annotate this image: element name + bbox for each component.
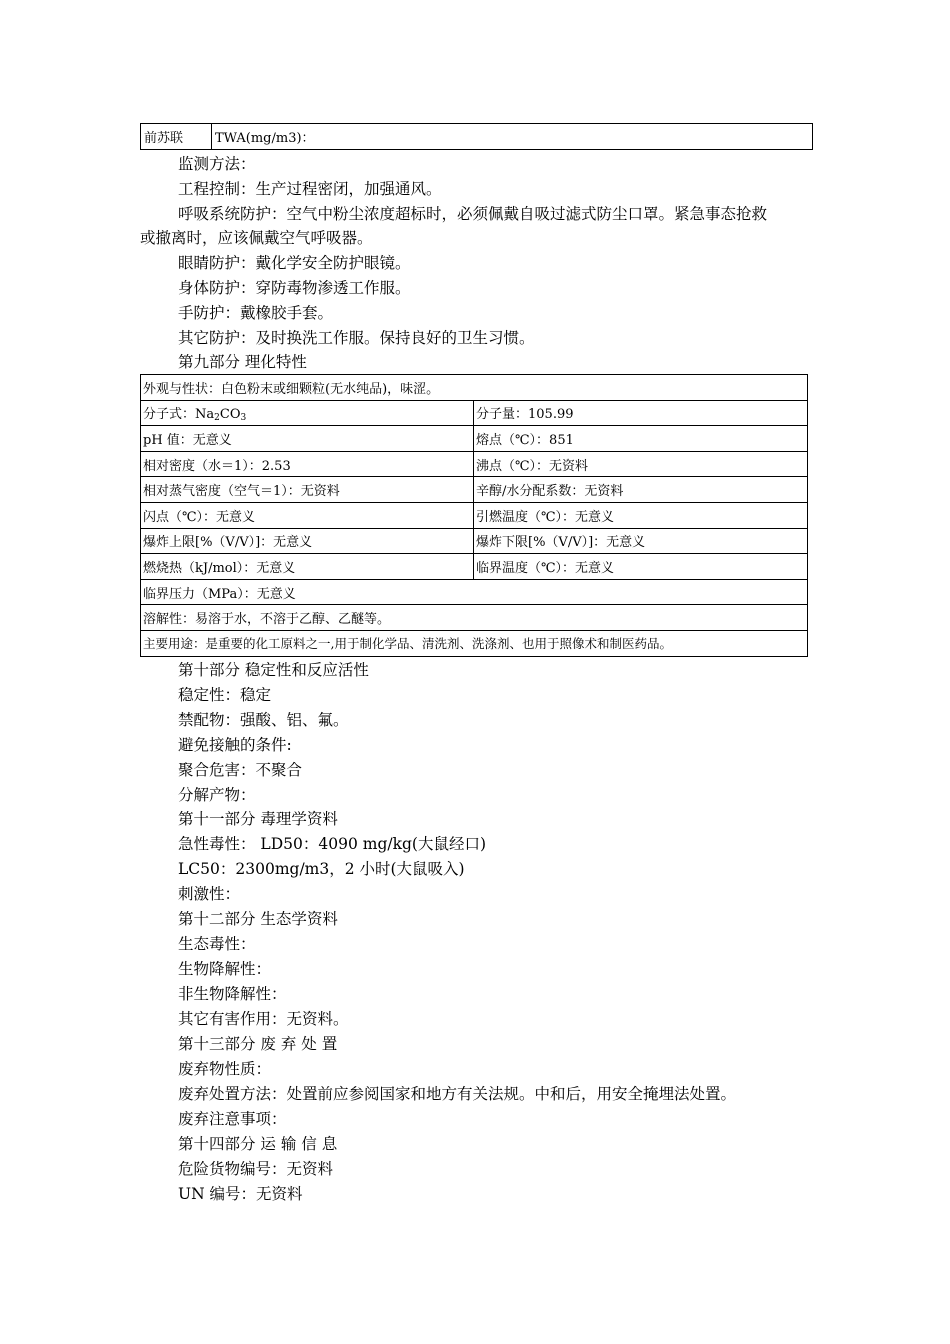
vapor-cell: 相对蒸气密度（空气＝1）：无资料 bbox=[141, 477, 474, 503]
table-row bbox=[141, 124, 813, 150]
table-row bbox=[141, 375, 808, 401]
table-row bbox=[141, 502, 808, 528]
un-number: UN 编号：无资料 bbox=[178, 1185, 303, 1203]
formula-sub: 3 bbox=[240, 412, 247, 423]
formula-cell bbox=[141, 400, 474, 426]
exposure-limit-table bbox=[140, 123, 813, 150]
non-biodegradability: 非生物降解性： bbox=[178, 985, 287, 1003]
heat-cell: 燃烧热（kJ/mol）：无意义 bbox=[141, 554, 474, 580]
table-cell: TWA(mg/m3)： bbox=[212, 124, 813, 150]
mw-cell: 分子量：105.99 bbox=[474, 400, 808, 426]
section14-title: 第十四部分 运 输 信 息 bbox=[178, 1135, 338, 1153]
formula-sub: 2 bbox=[214, 412, 220, 423]
table-row bbox=[141, 605, 808, 631]
properties-table bbox=[140, 374, 808, 657]
upper-limit-cell: 爆炸上限[%（V/V）]：无意义 bbox=[141, 528, 474, 554]
other-effects: 其它有害作用：无资料。 bbox=[178, 1010, 349, 1028]
table-row bbox=[141, 528, 808, 554]
table-row bbox=[141, 630, 808, 656]
crit-press-cell: 临界压力（MPa）：无意义 bbox=[141, 579, 808, 605]
monitor-method: 监测方法： bbox=[178, 155, 256, 173]
respiratory-protection-cont: 或撤离时，应该佩戴空气呼吸器。 bbox=[140, 229, 373, 247]
biodegradability: 生物降解性： bbox=[178, 960, 272, 978]
waste-nature: 废弃物性质： bbox=[178, 1060, 272, 1078]
solubility-cell: 溶解性：易溶于水，不溶于乙醇、乙醚等。 bbox=[141, 605, 808, 631]
acute-toxicity: 急性毒性： LD50：4090 mg/kg(大鼠经口) bbox=[178, 835, 486, 853]
lc50: LC50：2300mg/m3，2 小时(大鼠吸入) bbox=[178, 860, 465, 878]
stability: 稳定性：稳定 bbox=[178, 686, 272, 704]
ecotoxicity: 生态毒性： bbox=[178, 935, 256, 953]
flash-cell: 闪点（℃）：无意义 bbox=[141, 502, 474, 528]
incompatible: 禁配物：强酸、铝、氟。 bbox=[178, 711, 349, 729]
table-row bbox=[141, 579, 808, 605]
section12-title: 第十二部分 生态学资料 bbox=[178, 910, 338, 928]
table-row bbox=[141, 400, 808, 426]
hand-protection: 手防护：戴橡胶手套。 bbox=[178, 304, 334, 322]
uses-cell: 主要用途：是重要的化工原料之一,用于制化学品、清洗剂、洗涤剂、也用于照像术和制医药品。 bbox=[141, 630, 808, 656]
section9-title: 第九部分 理化特性 bbox=[178, 353, 307, 371]
disposal-method: 废弃处置方法：处置前应参阅国家和地方有关法规。中和后，用安全掩埋法处置。 bbox=[178, 1085, 737, 1103]
crit-temp-cell: 临界温度（℃）：无意义 bbox=[474, 554, 808, 580]
ph-cell: pH 值：无意义 bbox=[141, 426, 474, 452]
avoid-conditions: 避免接触的条件: bbox=[178, 736, 292, 754]
disposal-notes: 废弃注意事项： bbox=[178, 1110, 287, 1128]
dg-number: 危险货物编号：无资料 bbox=[178, 1160, 334, 1178]
table-row bbox=[141, 451, 808, 477]
density-cell: 相对密度（水＝1）：2.53 bbox=[141, 451, 474, 477]
engineering-control: 工程控制：生产过程密闭，加强通风。 bbox=[178, 180, 442, 198]
mp-cell: 熔点（℃）：851 bbox=[474, 426, 808, 452]
ignition-cell: 引燃温度（℃）：无意义 bbox=[474, 502, 808, 528]
polymerization: 聚合危害：不聚合 bbox=[178, 761, 303, 779]
other-protection: 其它防护：及时换洗工作服。保持良好的卫生习惯。 bbox=[178, 329, 535, 347]
lower-limit-cell: 爆炸下限[%（V/V）]：无意义 bbox=[474, 528, 808, 554]
table-row bbox=[141, 554, 808, 580]
formula-mid: CO bbox=[219, 406, 241, 422]
irritation: 刺激性： bbox=[178, 885, 241, 903]
table-row bbox=[141, 426, 808, 452]
logp-cell: 辛醇/水分配系数：无资料 bbox=[474, 477, 808, 503]
body-protection: 身体防护：穿防毒物渗透工作服。 bbox=[178, 279, 411, 297]
eye-protection: 眼睛防护：戴化学安全防护眼镜。 bbox=[178, 254, 411, 272]
appearance-cell: 外观与性状：白色粉末或细颗粒(无水纯品)，味涩。 bbox=[141, 375, 808, 401]
section10-title: 第十部分 稳定性和反应活性 bbox=[178, 661, 369, 679]
bp-cell: 沸点（℃）：无资料 bbox=[474, 451, 808, 477]
table-cell: 前苏联 bbox=[141, 124, 212, 150]
respiratory-protection: 呼吸系统防护：空气中粉尘浓度超标时，必须佩戴自吸过滤式防尘口罩。紧急事态抢救 bbox=[178, 205, 768, 223]
section13-title: 第十三部分 废 弃 处 置 bbox=[178, 1035, 338, 1053]
section11-title: 第十一部分 毒理学资料 bbox=[178, 810, 338, 828]
decomposition: 分解产物： bbox=[178, 786, 256, 804]
formula-label: 分子式：Na bbox=[143, 406, 215, 422]
table-row bbox=[141, 477, 808, 503]
